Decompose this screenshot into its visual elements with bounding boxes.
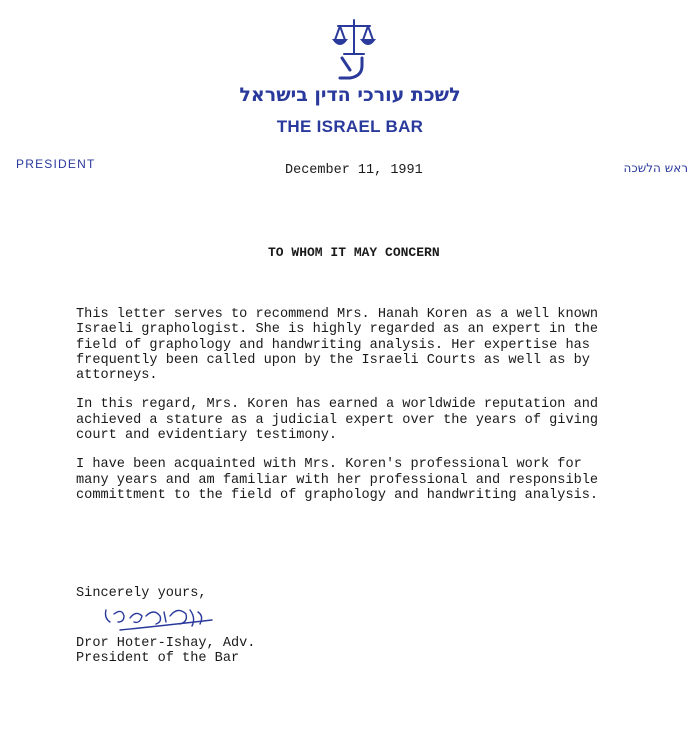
letter-closing: Sincerely yours, [76, 586, 207, 601]
letterhead-english-name: THE ISRAEL BAR [276, 117, 424, 136]
office-title-english: PRESIDENT [16, 157, 96, 171]
letter-body [76, 307, 636, 517]
signer-title: President of the Bar [76, 651, 240, 666]
office-title-hebrew: ראש הלשכה [623, 161, 688, 175]
body-paragraph: In this regard, Mrs. Koren has earned a worldwide reputation and achieved a stature as a judicial expert over the years of giving court and evidentiary testimony. [76, 397, 599, 444]
handwritten-signature-icon [100, 604, 220, 638]
letterhead-hebrew-name: לשכת עורכי הדין בישראל [239, 84, 461, 106]
letter-date: December 11, 1991 [285, 163, 423, 178]
body-paragraph: I have been acquainted with Mrs. Koren's professional work for many years and am familiar with her professional and responsible committment to the field of graphology and handwriting analysis. [76, 457, 599, 503]
signer-name: Dror Hoter-Ishay, Adv. [76, 636, 256, 651]
letter-subject: TO WHOM IT MAY CONCERN [268, 245, 440, 260]
scales-of-justice-icon [332, 18, 376, 82]
body-paragraph: This letter serves to recommend Mrs. Hanah Koren as a well known Israeli graphologist. She is highly regarded as an expert in the field of graphology and handwriting analysis. Her expertise has frequently been called upon by the Israeli Courts as well as by attorneys. [76, 307, 599, 384]
